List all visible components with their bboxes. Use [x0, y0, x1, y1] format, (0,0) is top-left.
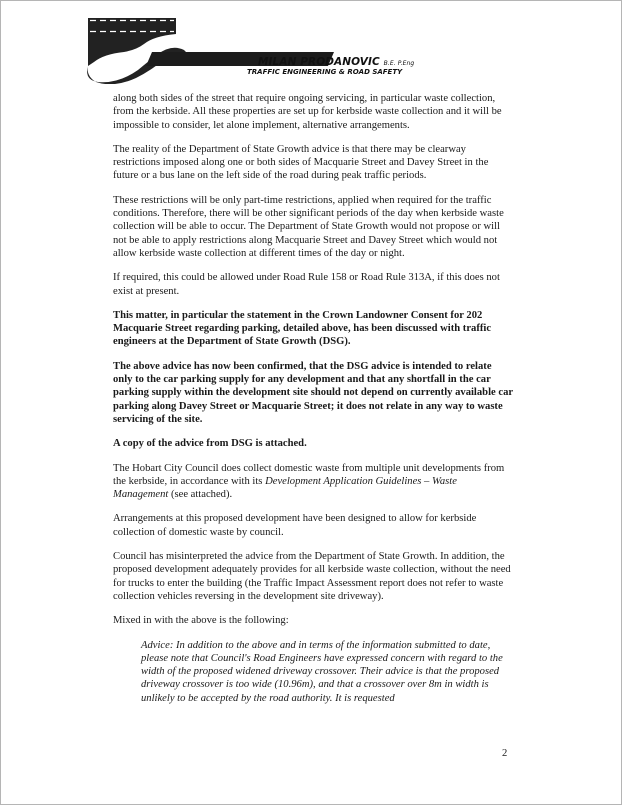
guideline-title: Development Application Guidelines – Waste Management — [113, 475, 457, 501]
quoted-advice: Advice: In addition to the above and in terms of the information submitted to date, please note that Council's Road Engineers have expressed concern with regard to the width of the proposed widened driveway crossover. Their advice is that the proposed driveway crossover is too wide (10.96m), and that a crossover over 8m in width is unlikely to be accepted by the road authority. It is requested — [141, 639, 503, 704]
page-number: 2 — [502, 748, 508, 759]
paragraph: If required, this could be allowed under Road Rule 158 or Road Rule 313A, if this does not exist at present. — [113, 272, 500, 297]
logo-tagline: TRAFFIC ENGINEERING & ROAD SAFETY — [247, 68, 403, 76]
bold-paragraph: This matter, in particular the statement in the Crown Landowner Consent for 202 Macquarie Street regarding parking, detailed above, has been discussed with traffic engineers at the Department of State Growth (DSG). — [113, 309, 492, 348]
logo-qualifications: B.E. P.Eng — [383, 60, 415, 67]
paragraph: These restrictions will be only part-time restrictions, applied when required for the traffic conditions. Therefore, there will be other significant periods of the day when kerbside waste collection will be able to occur. The Department of State Growth would not propose or will not be able to apply restrictions along Macquarie Street and Davey Street which would not allow kerbside waste collection at different times of the day or night. — [113, 194, 504, 259]
logo-company-name — [258, 56, 414, 68]
document-body — [113, 92, 513, 716]
company-logo — [84, 14, 415, 84]
bold-paragraph: The above advice has now been confirmed, that the DSG advice is intended to relate only to the car parking supply for any development and that any shortfall in the car parking supply within the development site should not depend on currently available car parking along Davey Street or Macquarie Street; it does not relate in any way to waste servicing of the site. — [113, 360, 513, 425]
logo-name-text: MILAN PRODANOVIC — [258, 56, 380, 68]
paragraph-with-citation — [113, 462, 513, 502]
bold-paragraph: A copy of the advice from DSG is attached. — [113, 438, 307, 450]
paragraph-text: (see attached). — [168, 489, 233, 501]
paragraph: Council has misinterpreted the advice from the Department of State Growth. In addition, the proposed development adequately provides for all kerbside waste collection, without the need for trucks to enter the building (the Traffic Impact Assessment report does not refer to waste collection vehicles reversing in the development site driveway). — [113, 551, 511, 602]
paragraph: Arrangements at this proposed development have been designed to allow for kerbside collection of domestic waste by council. — [113, 513, 477, 538]
paragraph: along both sides of the street that require ongoing servicing, in particular waste collection, from the kerbside. All these properties are set up for kerbside waste collection and it will be impossible to consider, let alone implement, alternative arrangements. — [113, 93, 502, 131]
paragraph: Mixed in with the above is the following: — [113, 615, 289, 627]
paragraph-text: The Hobart City Council does collect domestic waste from multiple unit developments from the kerbside, in accordance with its — [113, 462, 505, 487]
paragraph: The reality of the Department of State Growth advice is that there may be clearway restrictions imposed along one or both sides of Macquarie Street and Davey Street in the future or a bus lane on the left side of the road during peak traffic periods. — [113, 143, 489, 182]
